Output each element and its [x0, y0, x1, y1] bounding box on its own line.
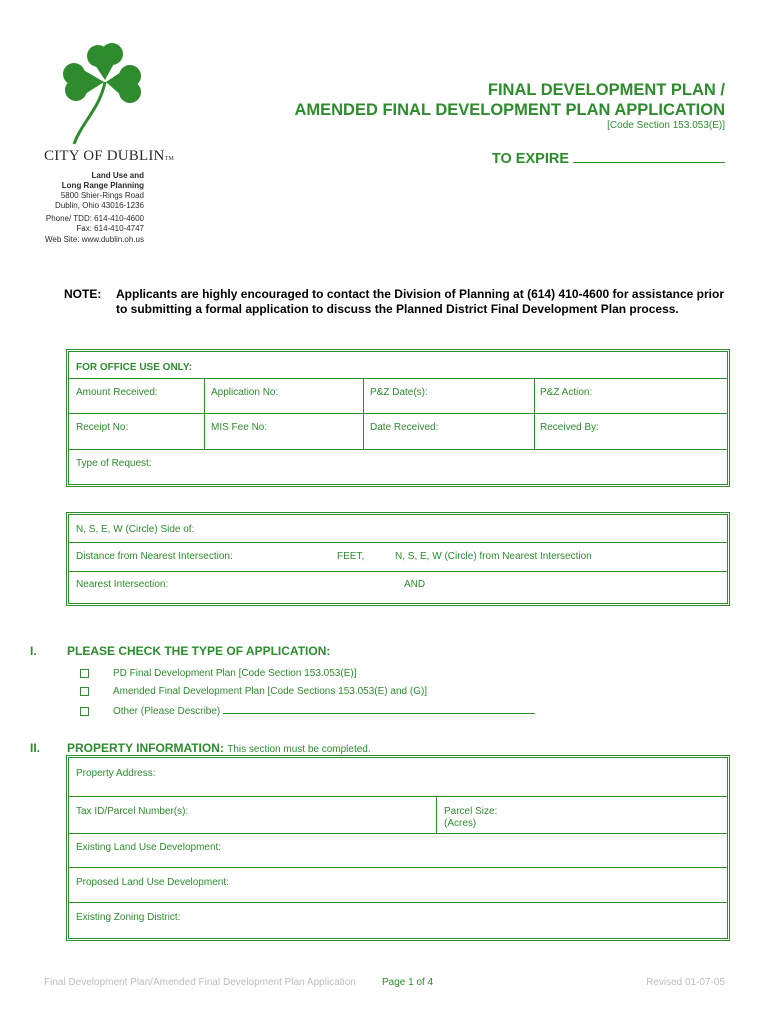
amount-received-field[interactable]: Amount Received: [76, 387, 158, 398]
existing-land-use-field[interactable]: Existing Land Use Development: [76, 842, 222, 853]
section2-number: II. [30, 741, 41, 755]
expire-line [573, 150, 725, 163]
checkbox-icon[interactable] [80, 707, 89, 716]
office-use-box [66, 349, 730, 487]
website-text: Web Site: www.dublin.oh.us [44, 234, 144, 244]
existing-zoning-field[interactable]: Existing Zoning District: [76, 912, 181, 923]
tax-id-field[interactable]: Tax ID/Parcel Number(s): [76, 806, 189, 817]
office-heading: FOR OFFICE USE ONLY: [76, 362, 193, 373]
shamrock-icon [60, 38, 150, 156]
phone-text: Phone/ TDD: 614-410-4600 [45, 214, 144, 223]
expire-field[interactable]: TO EXPIRE [492, 150, 725, 167]
form-title: FINAL DEVELOPMENT PLAN / AMENDED FINAL DEVELOPMENT PLAN APPLICATION [294, 81, 725, 119]
type-of-request-field[interactable]: Type of Request: [76, 458, 152, 469]
date-received-field[interactable]: Date Received: [370, 422, 439, 433]
city-name: CITY OF DUBLINTM [44, 148, 174, 164]
section2-title: PROPERTY INFORMATION: This section must be completed. [67, 741, 371, 755]
distance-field[interactable]: Distance from Nearest Intersection: [76, 551, 233, 562]
option-pd-final[interactable]: PD Final Development Plan [Code Section 153.053(E)] [80, 668, 356, 679]
property-info-box [66, 755, 730, 941]
option-other[interactable]: Other (Please Describe) [80, 704, 535, 717]
parcel-size-label: Parcel Size: [444, 806, 498, 817]
section1-title: PLEASE CHECK THE TYPE OF APPLICATION: [67, 644, 331, 658]
fax-text: Fax: 614-410-4747 [76, 224, 144, 234]
dept-line2: Long Range Planning [61, 181, 144, 190]
address-line1: 5800 Shier-Rings Road [60, 191, 144, 200]
footer-title: Final Development Plan/Amended Final Development Plan Application [44, 977, 356, 988]
property-address-field[interactable]: Property Address: [76, 768, 156, 779]
section1-number: I. [30, 644, 37, 658]
proposed-land-use-field[interactable]: Proposed Land Use Development: [76, 877, 229, 888]
nearest-intersection-field[interactable]: Nearest Intersection: [76, 579, 169, 590]
received-by-field[interactable]: Received By: [540, 422, 599, 433]
receipt-no-field[interactable]: Receipt No: [76, 422, 129, 433]
other-describe-line[interactable] [223, 704, 535, 714]
side-of-field[interactable]: N, S, E, W (Circle) Side of: [76, 524, 195, 535]
feet-label: FEET, [337, 551, 365, 562]
note-label: NOTE: [64, 287, 102, 301]
pz-dates-field[interactable]: P&Z Date(s): [370, 387, 428, 398]
contact-block [40, 214, 144, 245]
address-line2: Dublin, Ohio 43016-1236 [55, 201, 144, 210]
mis-fee-no-field[interactable]: MIS Fee No: [211, 422, 268, 433]
acres-label: (Acres) [444, 818, 477, 829]
revised-date: Revised 01-07-05 [646, 977, 725, 988]
and-label: AND [404, 579, 426, 590]
checkbox-icon[interactable] [80, 669, 89, 678]
dept-line1: Land Use and [91, 171, 144, 180]
department-block [44, 171, 144, 211]
parcel-size-field[interactable] [444, 806, 497, 830]
trademark-mark: TM [164, 156, 174, 162]
page-number: Page 1 of 4 [382, 977, 434, 988]
note-text: Applicants are highly encouraged to contact the Division of Planning at (614) 410-4600 for assistance prior to submitting a formal application to discuss the Planned District Final Development Plan process. [116, 287, 724, 316]
direction-from-intersection[interactable]: N, S, E, W (Circle) from Nearest Intersection [395, 551, 592, 562]
application-no-field[interactable]: Application No: [211, 387, 279, 398]
option-amended-final[interactable]: Amended Final Development Plan [Code Sections 153.053(E) and (G)] [80, 686, 427, 697]
code-section: [Code Section 153.053(E)] [607, 120, 725, 131]
location-box [66, 512, 730, 606]
pz-action-field[interactable]: P&Z Action: [540, 387, 593, 398]
checkbox-icon[interactable] [80, 687, 89, 696]
